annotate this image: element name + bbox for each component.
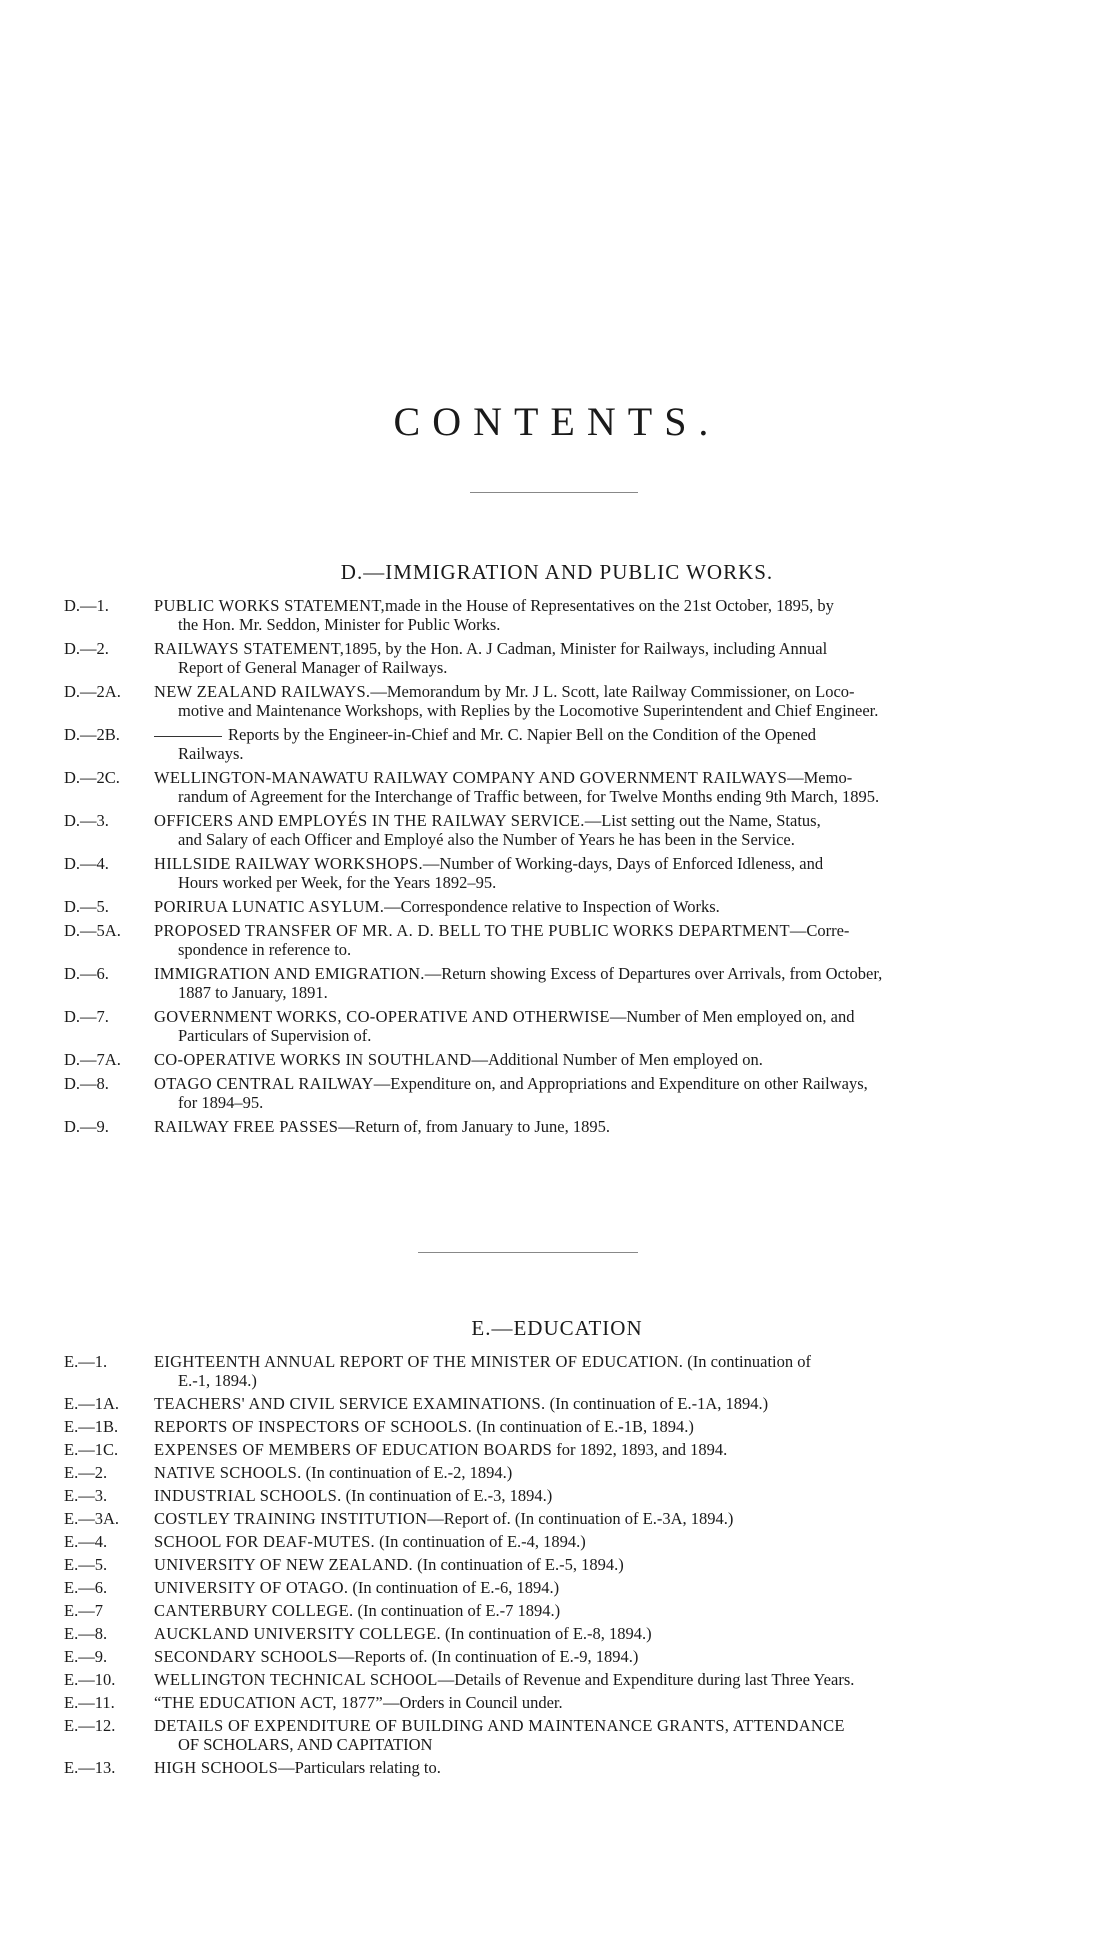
entry-continuation: the Hon. Mr. Seddon, Minister for Public Works.	[178, 615, 501, 634]
entry-text	[154, 725, 1046, 763]
entry-continuation: OF SCHOLARS, AND CAPITATION	[178, 1735, 433, 1754]
entry-heading: PROPOSED TRANSFER OF MR. A. D. BELL TO THE PUBLIC WORKS DEPARTMENT	[154, 921, 790, 940]
entry-code: E.—6.	[64, 1578, 108, 1597]
entry-code: E.—3.	[64, 1486, 108, 1505]
contents-entry	[64, 1555, 1046, 1574]
contents-entry	[64, 921, 1046, 959]
entry-description: (In continuation of E.-6, 1894.)	[348, 1578, 560, 1597]
entry-text	[154, 1555, 1046, 1574]
entry-continuation: Particulars of Supervision of.	[178, 1026, 372, 1045]
contents-entry	[64, 1463, 1046, 1482]
contents-entry	[64, 1394, 1046, 1413]
entry-description: (In continuation of E.-8, 1894.)	[440, 1624, 652, 1643]
entry-continuation: for 1894–95.	[178, 1093, 264, 1112]
entry-continuation: randum of Agreement for the Interchange of Traffic between, for Twelve Months ending 9th March, 1895.	[178, 787, 880, 806]
entry-text	[154, 1670, 1046, 1689]
entry-text	[154, 1394, 1046, 1413]
entry-heading: HILLSIDE RAILWAY WORKSHOPS.	[154, 854, 423, 873]
contents-entry	[64, 1417, 1046, 1436]
entry-code: D.—7.	[64, 1007, 109, 1026]
entry-heading: TEACHERS' AND CIVIL SERVICE EXAMINATIONS.	[154, 1394, 546, 1413]
entry-description: made in the House of Representatives on the 21st October, 1895, by	[384, 596, 834, 615]
contents-entry	[64, 1716, 1046, 1754]
entry-code: E.—1B.	[64, 1417, 119, 1436]
contents-entry	[64, 1601, 1046, 1620]
entry-heading: RAILWAYS STATEMENT,	[154, 639, 345, 658]
contents-entry	[64, 725, 1046, 763]
entry-heading: SECONDARY SCHOOLS	[154, 1647, 338, 1666]
entry-heading: HIGH SCHOOLS	[154, 1758, 279, 1777]
entry-code: E.—11.	[64, 1693, 115, 1712]
entry-continuation: E.-1, 1894.)	[178, 1371, 257, 1390]
contents-entry	[64, 1624, 1046, 1643]
entry-heading: WELLINGTON-MANAWATU RAILWAY COMPANY AND GOVERNMENT RAILWAYS	[154, 768, 788, 787]
entry-description: —Corre-	[789, 921, 850, 940]
contents-entry	[64, 1509, 1046, 1528]
entry-text	[154, 897, 1046, 916]
contents-entry	[64, 1532, 1046, 1551]
entry-code: E.—12.	[64, 1716, 116, 1735]
entry-description: —Number of Men employed on, and	[609, 1007, 855, 1026]
entry-description: —Particulars relating to.	[278, 1758, 441, 1777]
entry-description: —Orders in Council under.	[383, 1693, 563, 1712]
entry-code: E.—1A.	[64, 1394, 119, 1413]
section-heading-d: D.—IMMIGRATION AND PUBLIC WORKS.	[340, 560, 774, 584]
contents-entry	[64, 811, 1046, 849]
entry-continuation: and Salary of each Officer and Employé also the Number of Years he has been in the Service.	[178, 830, 795, 849]
entry-code: D.—5A.	[64, 921, 121, 940]
entry-text	[154, 1578, 1046, 1597]
entry-text	[154, 1486, 1046, 1505]
ditto-rule	[154, 736, 222, 737]
entry-code: E.—9.	[64, 1647, 108, 1666]
title-rule	[470, 492, 638, 493]
entry-heading: “THE EDUCATION ACT, 1877”	[154, 1693, 383, 1712]
entry-description: —Report of. (In continuation of E.-3A, 1894.)	[427, 1509, 734, 1528]
entry-code: E.—1C.	[64, 1440, 119, 1459]
section-rule	[418, 1252, 638, 1253]
entry-code: E.—10.	[64, 1670, 116, 1689]
entry-text	[154, 1007, 1046, 1045]
entry-description: —Expenditure on, and Appropriations and Expenditure on other Railways,	[373, 1074, 868, 1093]
entry-heading: DETAILS OF EXPENDITURE OF BUILDING AND MAINTENANCE GRANTS, ATTENDANCE	[154, 1716, 845, 1735]
contents-entry	[64, 596, 1046, 634]
entry-description: —Memo-	[787, 768, 853, 787]
entry-code: E.—2.	[64, 1463, 108, 1482]
contents-entry	[64, 854, 1046, 892]
entry-heading: OTAGO CENTRAL RAILWAY	[154, 1074, 374, 1093]
entry-text	[154, 1532, 1046, 1551]
entry-code: D.—2C.	[64, 768, 120, 787]
entry-heading: WELLINGTON TECHNICAL SCHOOL	[154, 1670, 438, 1689]
entry-description: (In continuation of E.-5, 1894.)	[412, 1555, 624, 1574]
entry-text	[154, 639, 1046, 677]
contents-entry	[64, 1647, 1046, 1666]
contents-list-d	[64, 596, 1046, 1141]
contents-entry	[64, 897, 1046, 916]
entry-text	[154, 921, 1046, 959]
entry-text	[154, 854, 1046, 892]
contents-entry	[64, 1578, 1046, 1597]
entry-description: —Correspondence relative to Inspection of Works.	[384, 897, 720, 916]
entry-code: E.—5.	[64, 1555, 108, 1574]
entry-code: E.—4.	[64, 1532, 108, 1551]
page-title: CONTENTS.	[393, 399, 721, 444]
entry-text	[154, 1463, 1046, 1482]
entry-description: —Reports of. (In continuation of E.-9, 1894.)	[337, 1647, 639, 1666]
entry-continuation: Railways.	[178, 744, 244, 763]
entry-text	[154, 1417, 1046, 1436]
entry-code: D.—6.	[64, 964, 109, 983]
entry-heading: UNIVERSITY OF NEW ZEALAND.	[154, 1555, 413, 1574]
entry-description: (In continuation of E.-1A, 1894.)	[545, 1394, 769, 1413]
entry-heading: SCHOOL FOR DEAF-MUTES.	[154, 1532, 375, 1551]
entry-heading: CANTERBURY COLLEGE.	[154, 1601, 354, 1620]
contents-entry	[64, 1050, 1046, 1069]
entry-heading: REPORTS OF INSPECTORS OF SCHOOLS.	[154, 1417, 473, 1436]
entry-continuation: Hours worked per Week, for the Years 1892–95.	[178, 873, 497, 892]
entry-code: D.—4.	[64, 854, 109, 873]
entry-description: —Details of Revenue and Expenditure during last Three Years.	[437, 1670, 855, 1689]
entry-description: (In continuation of E.-4, 1894.)	[374, 1532, 586, 1551]
entry-heading: CO-OPERATIVE WORKS IN SOUTHLAND	[154, 1050, 472, 1069]
entry-code: D.—2B.	[64, 725, 120, 744]
entry-text	[154, 1758, 1046, 1777]
contents-entry	[64, 682, 1046, 720]
contents-entry	[64, 1693, 1046, 1712]
contents-list-e	[64, 1352, 1046, 1781]
entry-heading: AUCKLAND UNIVERSITY COLLEGE.	[154, 1624, 441, 1643]
contents-entry	[64, 1007, 1046, 1045]
entry-heading: OFFICERS AND EMPLOYÉS IN THE RAILWAY SERVICE.	[154, 811, 585, 830]
entry-description: (In continuation of E.-7 1894.)	[353, 1601, 561, 1620]
entry-continuation: motive and Maintenance Workshops, with Replies by the Locomotive Superintendent and Chief Engineer.	[178, 701, 879, 720]
entry-heading: GOVERNMENT WORKS, CO-OPERATIVE AND OTHERWISE	[154, 1007, 610, 1026]
entry-code: D.—5.	[64, 897, 109, 916]
section-heading-e: E.—EDUCATION	[471, 1316, 643, 1340]
entry-continuation: 1887 to January, 1891.	[178, 983, 328, 1002]
entry-code: D.—7A.	[64, 1050, 121, 1069]
entry-code: D.—2.	[64, 639, 109, 658]
entry-text	[154, 1050, 1046, 1069]
entry-description: —Number of Working-days, Days of Enforced Idleness, and	[422, 854, 824, 873]
entry-text	[154, 811, 1046, 849]
entry-heading: IMMIGRATION AND EMIGRATION.	[154, 964, 425, 983]
entry-continuation: spondence in reference to.	[178, 940, 352, 959]
entry-description: for 1892, 1893, and 1894.	[552, 1440, 728, 1459]
contents-entry	[64, 768, 1046, 806]
entry-text	[154, 1352, 1046, 1390]
entry-heading: EIGHTEENTH ANNUAL REPORT OF THE MINISTER OF EDUCATION.	[154, 1352, 684, 1371]
entry-description: Reports by the Engineer-in-Chief and Mr. C. Napier Bell on the Condition of the Opened	[228, 725, 817, 744]
entry-description: (In continuation of	[683, 1352, 811, 1371]
entry-code: E.—1.	[64, 1352, 108, 1371]
entry-text	[154, 768, 1046, 806]
entry-text	[154, 682, 1046, 720]
entry-description: (In continuation of E.-3, 1894.)	[341, 1486, 553, 1505]
entry-description: —Return of, from January to June, 1895.	[338, 1117, 610, 1136]
entry-text	[154, 1693, 1046, 1712]
entry-text	[154, 596, 1046, 634]
entry-description: —Return showing Excess of Departures over Arrivals, from October,	[424, 964, 883, 983]
entry-text	[154, 964, 1046, 1002]
contents-entry	[64, 1117, 1046, 1136]
entry-heading: INDUSTRIAL SCHOOLS.	[154, 1486, 342, 1505]
entry-description: (In continuation of E.-1B, 1894.)	[472, 1417, 694, 1436]
contents-entry	[64, 1352, 1046, 1390]
entry-text	[154, 1117, 1046, 1136]
entry-text	[154, 1624, 1046, 1643]
entry-code: E.—7	[64, 1601, 103, 1620]
contents-entry	[64, 1486, 1046, 1505]
entry-code: E.—13.	[64, 1758, 116, 1777]
contents-entry	[64, 1670, 1046, 1689]
entry-description: 1895, by the Hon. A. J Cadman, Minister for Railways, including Annual	[344, 639, 828, 658]
entry-code: D.—9.	[64, 1117, 109, 1136]
entry-code: E.—3A.	[64, 1509, 119, 1528]
entry-heading: RAILWAY FREE PASSES	[154, 1117, 339, 1136]
entry-code: E.—8.	[64, 1624, 108, 1643]
contents-entry	[64, 639, 1046, 677]
entry-continuation: Report of General Manager of Railways.	[178, 658, 448, 677]
entry-code: D.—1.	[64, 596, 109, 615]
entry-code: D.—8.	[64, 1074, 109, 1093]
entry-heading: EXPENSES OF MEMBERS OF EDUCATION BOARDS	[154, 1440, 553, 1459]
contents-entry	[64, 1440, 1046, 1459]
contents-entry	[64, 1074, 1046, 1112]
entry-description: —List setting out the Name, Status,	[584, 811, 821, 830]
entry-code: D.—3.	[64, 811, 109, 830]
entry-heading: UNIVERSITY OF OTAGO.	[154, 1578, 349, 1597]
entry-heading: PUBLIC WORKS STATEMENT,	[154, 596, 385, 615]
contents-entry	[64, 1758, 1046, 1777]
entry-heading: NEW ZEALAND RAILWAYS.	[154, 682, 371, 701]
entry-description: —Memorandum by Mr. J L. Scott, late Railway Commissioner, on Loco-	[370, 682, 855, 701]
entry-text	[154, 1647, 1046, 1666]
entry-text	[154, 1074, 1046, 1112]
contents-entry	[64, 964, 1046, 1002]
entry-heading: PORIRUA LUNATIC ASYLUM.	[154, 897, 385, 916]
entry-text	[154, 1716, 1046, 1754]
entry-code: D.—2A.	[64, 682, 121, 701]
entry-text	[154, 1509, 1046, 1528]
entry-heading: NATIVE SCHOOLS.	[154, 1463, 302, 1482]
entry-text	[154, 1601, 1046, 1620]
entry-heading: COSTLEY TRAINING INSTITUTION	[154, 1509, 428, 1528]
entry-description: —Additional Number of Men employed on.	[471, 1050, 763, 1069]
entry-description: (In continuation of E.-2, 1894.)	[301, 1463, 513, 1482]
entry-text	[154, 1440, 1046, 1459]
